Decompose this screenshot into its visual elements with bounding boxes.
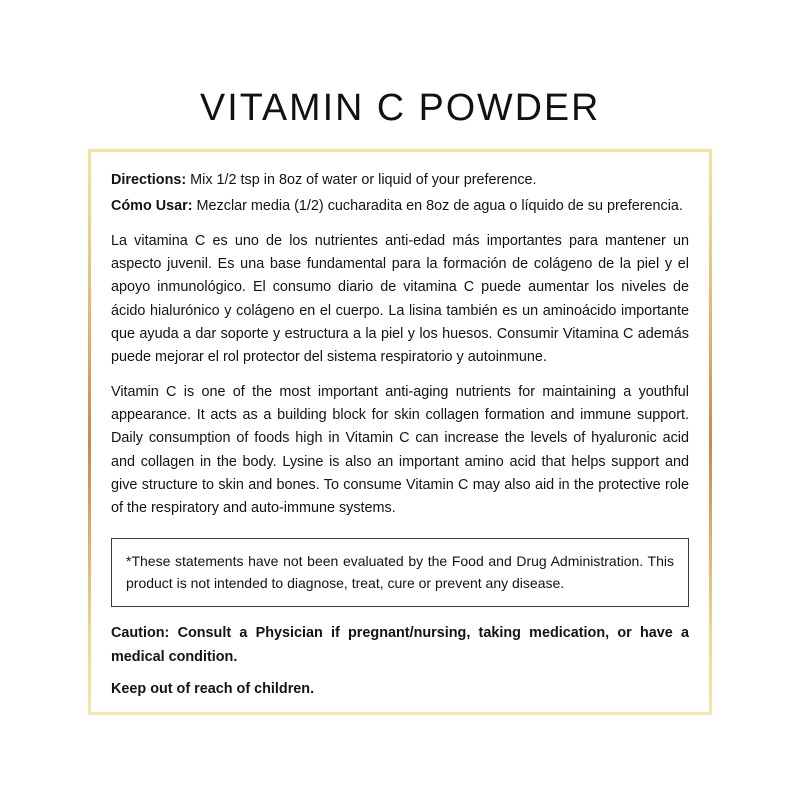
label-panel-frame (88, 149, 712, 715)
fda-disclaimer-text: *These statements have not been evaluated by the Food and Drug Administration. This product is not intended to diagnose, treat, cure or prevent any disease. (126, 552, 674, 591)
description-english: Vitamin C is one of the most important anti-aging nutrients for maintaining a youthful appearance. It acts as a building block for skin collagen formation and immune support. Daily consumption of foods high in Vitamin C can increase the levels of hyaluronic acid and collagen in the body. Lysine is also an important amino acid that helps support and give structure to skin and bones. To consume Vitamin C may also aid in the protective role of the respiratory and auto-immune systems. (111, 383, 689, 517)
description-spanish: La vitamina C es uno de los nutrientes anti-edad más importantes para mantener un aspecto juvenil. Es una base fundamental para la formación de colágeno de la piel y el apoyo inmunológico. El consumo diario de vitamina C puede aumentar los niveles de ácido hialurónico y colágeno en el cuerpo. La lisina también es un aminoácido importante que ayuda a dar soporte y estructura a la piel y los huesos. Consumir Vitamina C además puede mejorar el rol protector del sistema respiratorio y autoinmune. (111, 232, 689, 366)
directions-spanish-text: Mezclar media (1/2) cucharadita en 8oz de agua o líquido de su preferencia. (192, 198, 683, 215)
directions-spanish (111, 195, 689, 218)
keep-out-of-reach-text: Keep out of reach of children. (111, 681, 315, 698)
directions-english (111, 169, 689, 192)
caution-text: Consult a Physician if pregnant/nursing, taking medication, or have a medical condition. (111, 625, 689, 665)
page-title-container (0, 64, 800, 153)
caution-label: Caution: (111, 625, 170, 642)
directions-english-label: Directions: (111, 172, 187, 188)
caution-statement (111, 622, 689, 669)
directions-english-text: Mix 1/2 tsp in 8oz of water or liquid of your preference. (186, 172, 537, 188)
fda-disclaimer-box (111, 538, 689, 608)
directions-spanish-label: Cómo Usar: (111, 198, 193, 215)
caution-block (111, 622, 689, 701)
label-panel-content (91, 152, 709, 712)
page-title: VITAMIN C POWDER (199, 87, 601, 130)
